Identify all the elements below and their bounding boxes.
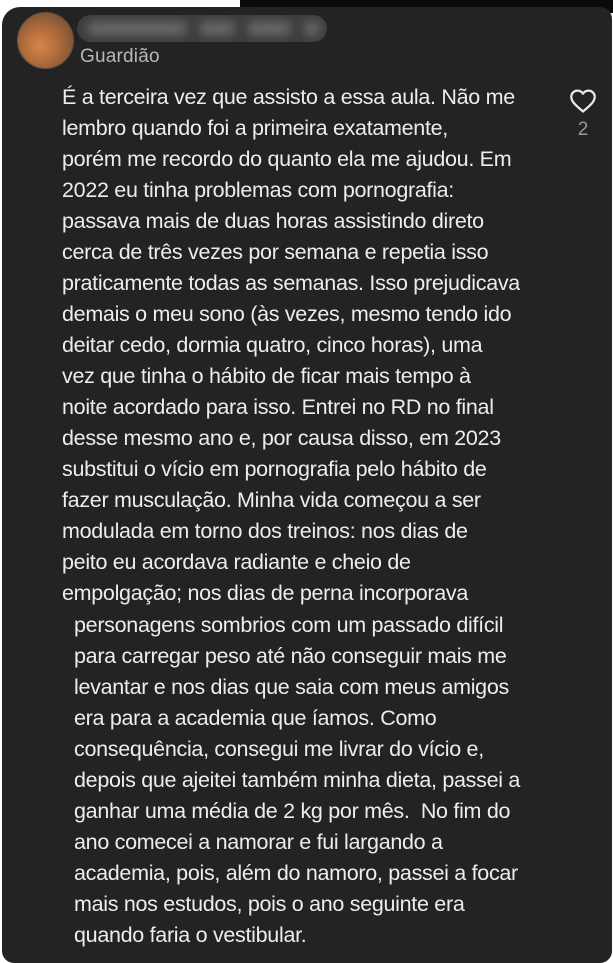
like-button[interactable] [564, 83, 602, 117]
blur-blob [87, 22, 187, 35]
text-line: passava mais de duas horas assistindo direto [62, 209, 484, 233]
text-line: ano comecei a namorar e fui largando a [74, 830, 443, 854]
text-line: empolgação; nos dias de perna incorporava [62, 581, 469, 605]
text-line: lembro quando foi a primeira exatamente, [62, 116, 448, 140]
text-line: peito eu acordava radiante e cheio de [62, 550, 411, 574]
text-line: substitui o vício em pornografia pelo hábito de [62, 457, 487, 481]
blur-blob [199, 22, 235, 35]
like-count: 2 [577, 119, 589, 140]
text-line: noite acordado para isso. Entrei no RD no final [62, 395, 494, 419]
heart-outline-icon [567, 85, 599, 115]
text-line: personagens sombrios com um passado difícil [74, 613, 504, 637]
text-line: demais o meu sono (às vezes, mesmo tendo ido [62, 302, 512, 326]
text-line: vez que tinha o hábito de ficar mais tempo à [62, 364, 471, 388]
text-line: fazer musculação. Minha vida começou a ser [62, 488, 481, 512]
text-line: levantar e nos dias que saia com meus amigos [74, 675, 509, 699]
text-line: desse mesmo ano e, por causa disso, em 2023 [62, 426, 501, 450]
comment-card [2, 7, 612, 963]
role-badge: Guardião [80, 46, 160, 67]
blur-blob [247, 22, 291, 35]
text-line: era para a academia que íamos. Como [74, 706, 437, 730]
text-line: praticamente todas as semanas. Isso prejudicava [62, 271, 520, 295]
text-line: academia, pois, além do namoro, passei a focar [74, 861, 518, 885]
blur-blob [303, 22, 321, 35]
text-line: ganhar uma média de 2 kg por mês. No fim do [74, 799, 511, 823]
text-line: depois que ajeitei também minha dieta, passei a [74, 768, 521, 792]
avatar-image-blurred [18, 13, 73, 68]
text-line: É a terceira vez que assisto a essa aula. Não me [62, 85, 515, 109]
text-line: para carregar peso até não conseguir mais me [74, 644, 507, 668]
text-line: porém me recordo do quanto ela me ajudou. Em [62, 147, 512, 171]
avatar[interactable] [18, 13, 73, 68]
comment-text-part1 [62, 82, 520, 606]
text-line: modulada em torno dos treinos: nos dias de [62, 519, 468, 543]
text-line: mais nos estudos, pois o ano seguinte era [74, 892, 465, 916]
text-line: 2022 eu tinha problemas com pornografia: [62, 178, 454, 202]
text-line: quando faria o vestibular. [74, 923, 307, 947]
text-line: consequência, consegui me livrar do vício e, [74, 737, 484, 761]
text-line: deitar cedo, dormia quatro, cinco horas), uma [62, 333, 483, 357]
comment-text-part2 [74, 610, 520, 951]
username-redacted-blur[interactable] [77, 15, 327, 42]
text-line: cerca de três vezes por semana e repetia isso [62, 240, 489, 264]
